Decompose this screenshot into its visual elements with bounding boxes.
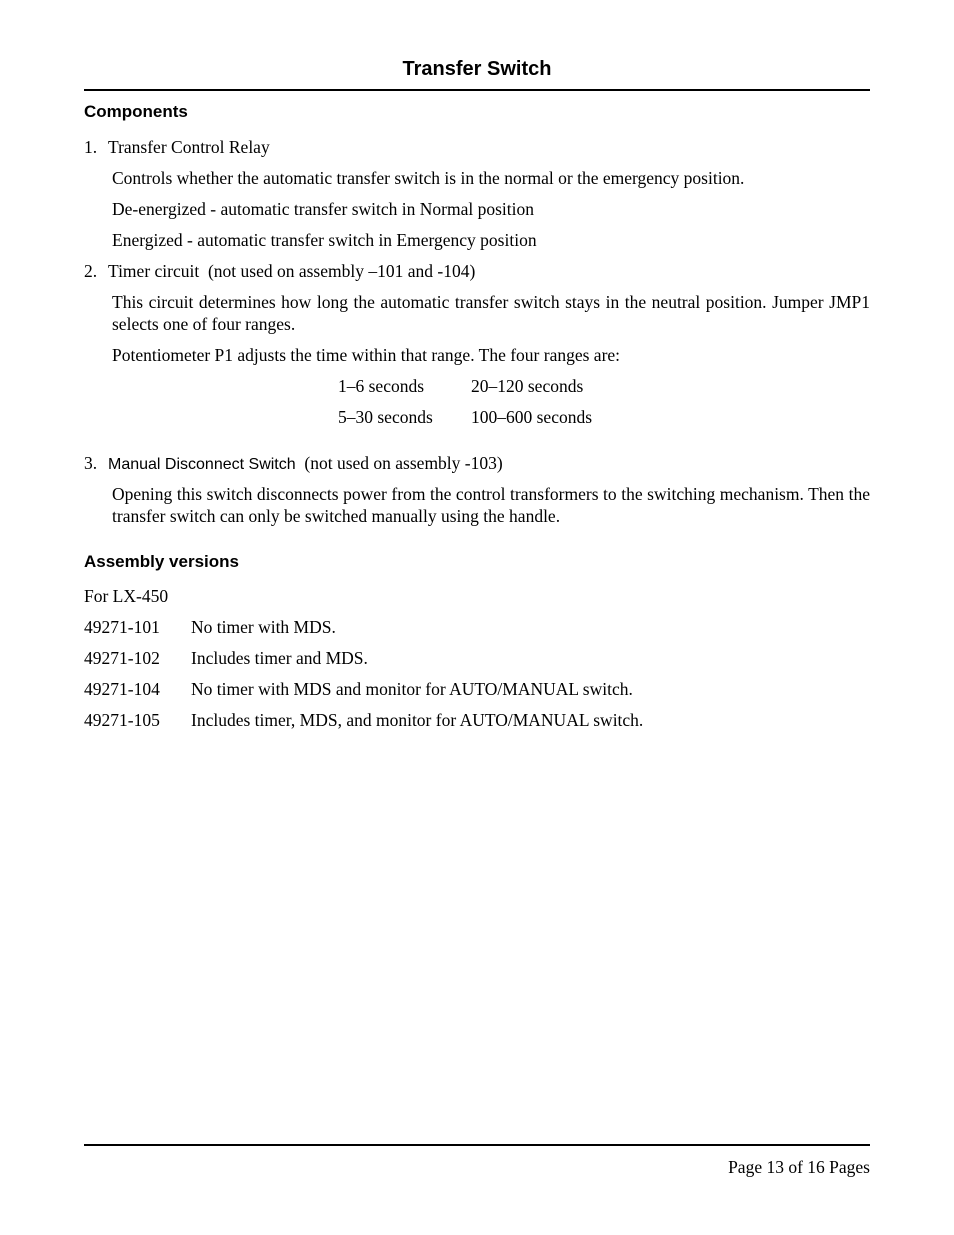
item1-line: De-energized - automatic transfer switch in Normal position: [112, 199, 534, 219]
item1-title: Transfer Control Relay: [108, 137, 270, 157]
range-cell: 1–6 seconds: [338, 376, 425, 396]
item2-number: 2.: [84, 261, 98, 281]
item2-paragraph: This circuit determines how long the automatic transfer switch stays in the neutral position. Jumper JMP1 selects one of four ranges.: [112, 292, 870, 334]
item3-title: Manual Disconnect Switch: [108, 456, 296, 473]
part-number: 49271-105: [84, 710, 160, 730]
part-number: 49271-101: [84, 617, 160, 637]
item2-title: Timer circuit (not used on assembly –101 and -104): [108, 261, 476, 281]
footer-rule: [84, 1144, 870, 1146]
assembly-intro: For LX-450: [84, 586, 169, 606]
item2-paragraph: Potentiometer P1 adjusts the time within that range. The four ranges are:: [112, 345, 621, 365]
part-description: Includes timer and MDS.: [191, 648, 368, 668]
assembly-heading: Assembly versions: [84, 552, 239, 571]
page-title: Transfer Switch: [402, 58, 552, 80]
item1-line: Controls whether the automatic transfer switch is in the normal or the emergency position.: [112, 168, 745, 188]
part-description: No timer with MDS and monitor for AUTO/MANUAL switch.: [191, 679, 633, 699]
header-rule: [84, 89, 870, 91]
page-number: Page 13 of 16 Pages: [728, 1157, 870, 1177]
part-description: Includes timer, MDS, and monitor for AUTO/MANUAL switch.: [191, 710, 644, 730]
part-number: 49271-102: [84, 648, 160, 668]
item1-number: 1.: [84, 137, 98, 157]
part-description: No timer with MDS.: [191, 617, 336, 637]
item3-paragraph: Opening this switch disconnects power from the control transformers to the switching mechanism. Then the transfer switch can only be switched manually using the handle.: [112, 484, 870, 526]
components-heading: Components: [84, 102, 188, 121]
item3-title-line: [108, 452, 503, 476]
item3-number: 3.: [84, 453, 98, 473]
item3-note: (not used on assembly -103): [304, 453, 503, 473]
range-cell: 100–600 seconds: [471, 407, 593, 427]
range-cell: 5–30 seconds: [338, 407, 433, 427]
item1-line: Energized - automatic transfer switch in Emergency position: [112, 230, 537, 250]
range-cell: 20–120 seconds: [471, 376, 584, 396]
part-number: 49271-104: [84, 679, 160, 699]
